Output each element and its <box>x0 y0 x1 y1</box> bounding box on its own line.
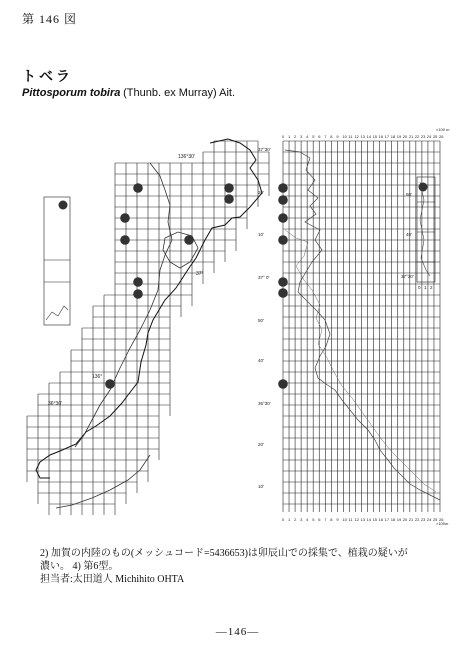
altitude-tick-label: 12 <box>354 134 359 139</box>
occurrence-marker <box>105 379 115 389</box>
altitude-tick-label: 12 <box>354 517 359 522</box>
latitude-label: 37°30' <box>258 147 271 152</box>
occurrence-marker <box>278 235 288 245</box>
occurrence-marker <box>133 289 143 299</box>
figure-label: 第 146 図 <box>22 12 78 26</box>
altitude-tick-label: 17 <box>384 134 390 139</box>
inset-latitude-label: 50' <box>406 192 412 197</box>
southern-boundary <box>56 455 150 508</box>
note-text <box>40 547 440 586</box>
altitude-tick-label: 26 <box>439 517 444 522</box>
altitude-tick-label: 9 <box>336 517 339 522</box>
altitude-tick-label: 8 <box>330 134 333 139</box>
altitude-tick-label: 4 <box>306 134 309 139</box>
latitude-label: 37° <box>196 271 204 277</box>
latitude-label: 10' <box>258 232 264 237</box>
note-line: 2) 加賀の内陸のもの(メッシュコード=5436653)は卯辰山での採集で、植栽の疑いが <box>40 548 408 559</box>
altitude-tick-label: 3 <box>300 134 303 139</box>
latitude-label: 10' <box>258 484 264 489</box>
altitude-tick-label: 23 <box>420 134 426 139</box>
altitude-tick-label: 17 <box>384 517 390 522</box>
inset-latitude-label: 37°30' <box>401 274 414 279</box>
altitude-tick-label: 25 <box>432 517 438 522</box>
note-author: 担当者:太田道人 Michihito OHTA <box>40 574 185 585</box>
latitude-label: 37° 0' <box>258 275 270 280</box>
altitude-tick-label: 19 <box>396 134 402 139</box>
altitude-tick-label: 15 <box>372 517 378 522</box>
altitude-tick-label: 6 <box>318 134 321 139</box>
scientific-genus-species: Pittosporum tobira <box>22 87 121 99</box>
altitude-tick-label: 15 <box>372 134 378 139</box>
latitude-label: 36°30' <box>258 401 271 406</box>
altitude-tick-label: 0 <box>282 517 285 522</box>
altitude-tick-label: 20 <box>402 517 408 522</box>
right-inset-profile <box>417 177 435 282</box>
longitude-label: 136° <box>92 374 103 380</box>
altitude-tick-label: 4 <box>306 517 309 522</box>
latitude-label: 50' <box>258 318 264 323</box>
occurrence-marker <box>278 195 288 205</box>
altitude-tick-label: 21 <box>408 134 414 139</box>
altitude-tick-label: 26 <box>439 134 444 139</box>
left-inset-map <box>44 197 70 325</box>
altitude-tick-label: 19 <box>396 517 402 522</box>
altitude-tick-label: 22 <box>414 134 420 139</box>
altitude-tick-label: 24 <box>426 517 432 522</box>
page-number: —146— <box>215 626 260 638</box>
altitude-tick-label: 5 <box>312 134 315 139</box>
species-japanese-name: トベラ <box>22 69 73 85</box>
note-line: 濃い。 4) 第6型。 <box>40 561 119 572</box>
altitude-tick-label: 14 <box>366 134 371 139</box>
altitude-tick-label: 9 <box>336 134 339 139</box>
altitude-tick-label: 18 <box>390 134 396 139</box>
longitude-label: 136°30' <box>178 154 195 160</box>
occurrence-markers <box>105 183 234 389</box>
prefecture-boundary <box>75 163 172 447</box>
occurrence-marker <box>278 277 288 287</box>
altitude-tick-label: 14 <box>366 517 371 522</box>
occurrence-marker <box>278 213 288 223</box>
altitude-tick-label: 1 <box>288 134 291 139</box>
occurrence-marker <box>419 183 428 192</box>
altitude-unit-top: ×100 m <box>436 127 450 132</box>
altitude-tick-label: 5 <box>312 517 315 522</box>
altitude-tick-label: 10 <box>342 134 347 139</box>
altitude-unit-bottom: ×100m <box>436 521 449 526</box>
altitude-tick-label: 1 <box>288 517 291 522</box>
altitude-tick-label: 25 <box>432 134 438 139</box>
altitude-tick-label: 11 <box>348 134 353 139</box>
altitude-tick-label: 20 <box>402 134 408 139</box>
occurrence-marker <box>184 235 194 245</box>
altitude-tick-label: 7 <box>324 134 327 139</box>
altitude-tick-label: 10 <box>342 517 347 522</box>
occurrence-marker <box>224 183 234 193</box>
altitude-tick-label: 18 <box>390 517 396 522</box>
latitude-labels <box>258 147 271 489</box>
altitude-tick-label: 13 <box>360 517 365 522</box>
altitude-tick-label: 7 <box>324 517 327 522</box>
occurrence-marker <box>133 277 143 287</box>
occurrence-marker <box>278 183 288 193</box>
occurrence-marker <box>224 194 234 204</box>
altitude-tick-label: 24 <box>426 134 432 139</box>
occurrence-marker <box>278 288 288 298</box>
altitude-tick-label: 2 <box>294 517 297 522</box>
altitude-tick-label: 16 <box>378 517 384 522</box>
occurrence-marker <box>278 379 288 389</box>
altitude-tick-label: 11 <box>348 517 353 522</box>
altitude-tick-label: 8 <box>330 517 333 522</box>
occurrence-marker <box>120 235 130 245</box>
altitude-tick-label: 3 <box>300 517 303 522</box>
occurrence-marker <box>133 183 143 193</box>
latitude-label: 40' <box>258 358 264 363</box>
inset-latitude-label: 40' <box>406 232 412 237</box>
altitude-tick-label: 0 <box>282 134 285 139</box>
altitude-tick-label: 13 <box>360 134 365 139</box>
occurrence-marker <box>59 201 68 210</box>
altitude-tick-label: 6 <box>318 517 321 522</box>
occurrence-marker <box>120 213 130 223</box>
scientific-authority: (Thunb. ex Murray) Ait. <box>123 87 236 99</box>
inset-scale-label: 0 <box>418 285 421 290</box>
altitude-tick-label: 2 <box>294 134 297 139</box>
inset-scale-label: 1 <box>424 285 427 290</box>
altitude-tick-label: 22 <box>414 517 420 522</box>
altitude-tick-label: 16 <box>378 134 384 139</box>
latitude-label: 20' <box>258 442 264 447</box>
latitude-label: 20' <box>258 190 264 195</box>
altitude-tick-label: 21 <box>408 517 414 522</box>
inset-scale-label: 2 <box>430 285 433 290</box>
altitude-tick-label: 23 <box>420 517 426 522</box>
altitude-profile-grid <box>283 141 440 512</box>
latitude-label: 36°30' <box>48 401 63 407</box>
